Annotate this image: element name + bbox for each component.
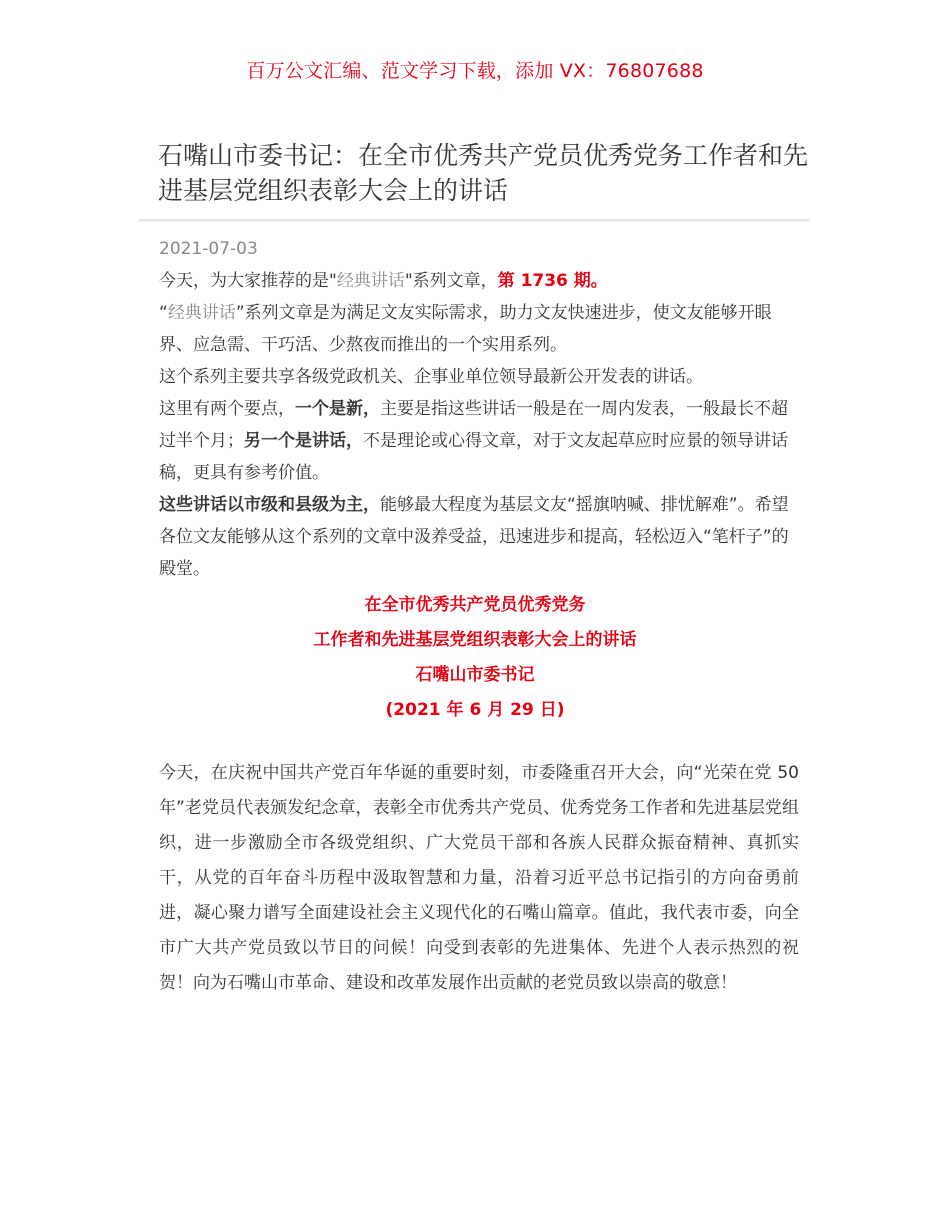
key-point-speech: 另一个是讲话，	[244, 431, 363, 451]
intro-text: 能够最大程度为基层文友“摇旗呐喊、排忧解难”。希望各位文友能够从这个系列的文章中汲养受益，迅速进步和提高，轻松迈入“笔杆子”的殿堂。	[159, 495, 789, 579]
issue-number: 第 1736 期。	[497, 271, 608, 291]
speech-title-line-1: 在全市优秀共产党员优秀党务	[364, 595, 586, 615]
intro-paragraph-1	[159, 265, 799, 297]
series-name: 经典讲话	[167, 303, 236, 323]
intro-text: 今天，为大家推荐的是"	[159, 271, 337, 291]
intro-paragraph-5	[159, 489, 799, 585]
intro-paragraph-4	[159, 393, 799, 489]
publish-date: 2021-07-03	[159, 239, 258, 259]
key-point-level: 这些讲话以市级和县级为主，	[159, 495, 380, 515]
article-title: 石嘴山市委书记：在全市优秀共产党员优秀党务工作者和先进基层党组织表彰大会上的讲话	[158, 141, 809, 205]
key-point-new: 一个是新，	[295, 399, 380, 419]
speech-date: (2021 年 6 月 29 日)	[385, 700, 565, 720]
intro-paragraph-3: 这个系列主要共享各级党政机关、企事业单位领导最新公开发表的讲话。	[159, 367, 703, 387]
intro-text: 不是理论或心得文章，对于文友起草应时应景的领导讲话稿，更具有参考价值。	[159, 431, 788, 483]
speech-heading	[0, 588, 950, 728]
promo-banner: 百万公文汇编、范文学习下载，添加 VX：76807688	[246, 60, 704, 82]
intro-text: 这里有两个要点，	[159, 399, 295, 419]
intro-text: ”系列文章是为满足文友实际需求，助力文友快速进步，使文友能够开眼界、应急需、干巧活、少熬夜而推出的一个实用系列。	[159, 303, 772, 355]
series-name: 经典讲话	[336, 271, 405, 291]
intro-text: “	[159, 303, 168, 323]
title-divider	[139, 219, 810, 222]
speech-speaker: 石嘴山市委书记	[415, 665, 535, 685]
intro-text: 主要是指这些讲话一般是在一周内发表，一般最长不超过半个月；	[159, 399, 788, 451]
intro-paragraph-2	[159, 297, 799, 361]
speech-body-paragraph: 今天，在庆祝中国共产党百年华诞的重要时刻，市委隆重召开大会，向“光荣在党 50 年”老党员代表颁发纪念章，表彰全市优秀共产党员、优秀党务工作者和先进基层党组织，进一步激励全市各级党组织、广大党员干部和各族人民群众振奋精神、真抓实干，从党的百年奋斗历程中汲取智慧和力量，沿着习近平总书记指引的方向奋勇前进，凝心聚力谱写全面建设社会主义现代化的石嘴山篇章。值此，我代表市委，向全市广大共产党员致以节日的问候！向受到表彰的先进集体、先进个人表示热烈的祝贺！向为石嘴山市革命、建设和改革发展作出贡献的老党员致以崇高的敬意！	[159, 763, 799, 993]
speech-title-line-2: 工作者和先进基层党组织表彰大会上的讲话	[313, 630, 637, 650]
intro-section	[159, 265, 799, 585]
intro-text: "系列文章，	[404, 271, 498, 291]
